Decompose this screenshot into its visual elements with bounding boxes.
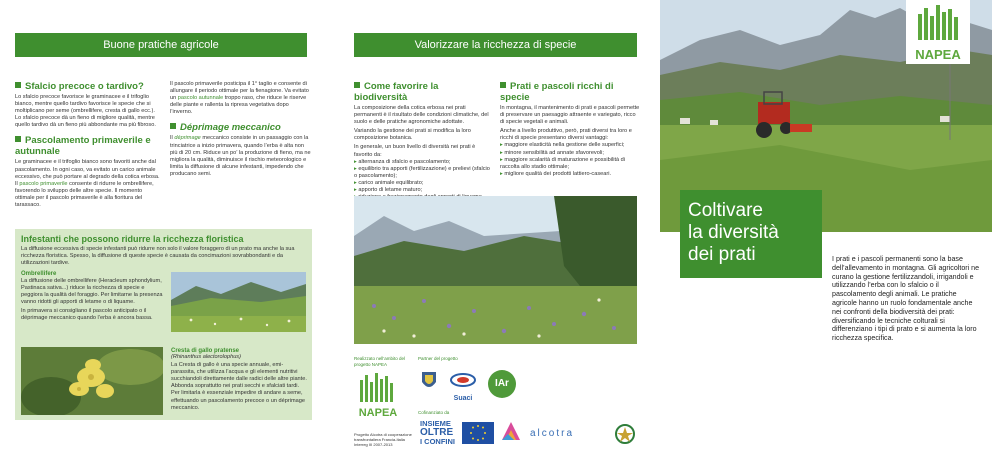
napea-logo-small: [356, 372, 400, 419]
heading-sfalcio: Sfalcio precoce o tardivo?: [15, 81, 161, 92]
text-sfalcio: Lo sfalcio precoce favorisce le graminacee e il trifoglio bianco, mentre quello tardivo favorisce le specie che si moltiplicano per seme (ombrellifere, cresta di gallo ecc.). Lo sfalcio precoce dà un fieno di migliore qualità, mentre quello tardivo dà un fieno più abbondante ma più fibroso.: [15, 94, 156, 129]
heading-pascolamento: Pascolamento primaverile e autunnale: [15, 135, 151, 158]
text-biodiv-1: La composizione della cotica erbosa nei prati permanenti è il risultato delle condizioni climatiche, del suolo e delle pratiche agronomiche adottate.: [354, 105, 489, 126]
box-ombrellifere: [21, 271, 163, 323]
list-biodiversita: [354, 159, 492, 202]
list-item: ▸ carico animale equilibrato;: [354, 180, 492, 187]
napea-wordmark: NAPEA: [358, 407, 398, 419]
section-banner: Buone pratiche agricole: [15, 33, 307, 57]
list-item: ▸ maggiore elasticità nella gestione delle superfici;: [500, 142, 640, 149]
box-intro: La diffusione eccessiva di specie infestanti può ridurre non solo il valore foraggero di un prato ma anche la sua ricchezza floristica. Spesso, la diffusione di queste specie è causata da concimazioni sovrabbondanti e da utilizzazioni tardive.: [21, 246, 295, 267]
text-ombrellifere: La diffusione delle ombrellifere (Heracleum sphondylium, Pastinaca sativa...) riduce la ricchezza di specie e peggiora la qualità del foraggio. Per limitarne la presenza vanno ridotti gli apporti di letame o di liquame.: [21, 278, 163, 306]
cover-intro-text: I prati e i pascoli permanenti sono la base dell’allevamento in montagna. Gli agricoltori ne curano la gestione fertilizzandoli, irrigandoli e utilizzando l’erba con lo sfalcio o il pascolamento degli animali. Le pratiche agricole hanno un ruolo fondamentale anche nei confronti della biodiversità dei prati: diversificando le tecniche colturali si differenziano i tipi di prato e si aumenta la loro ricchezza specifica.: [832, 255, 980, 343]
box-cresta: [171, 348, 307, 412]
photo-meadow: [171, 272, 306, 332]
text-ombrellifere-2: In primavera si consigliano il pascolo anticipato o il déprimage meccanico quando l’erba è ancora bassa.: [21, 308, 153, 322]
credit-cofinanziato: Cofinanziato da: [418, 410, 450, 415]
progetto-text: Progetto Alcotra di cooperazione transfrontaliera Francia-Italia Interreg III 2007-2013: [354, 432, 412, 447]
text-biodiv-2: Variando la gestione dei prati si modifica la loro composizione botanica.: [354, 128, 471, 142]
list-item: ▸ apporto di letame maturo;: [354, 187, 492, 194]
credit-realizzato: Realizzato nell’ambito del progetto NAPEA: [354, 356, 406, 367]
panel-buone-pratiche: [0, 0, 330, 467]
suaci-logo: [448, 370, 478, 400]
title-line-1: Coltivare: [688, 200, 763, 221]
sci-cresta: (Rhinanthus alectorolophus): [171, 354, 241, 360]
alcotra-emblem: [500, 420, 522, 444]
napea-logo: [906, 0, 970, 64]
ins-line-2: OLTRE: [420, 427, 454, 438]
column-left: [15, 81, 161, 209]
suaci-wordmark: Suaci: [453, 395, 473, 402]
ins-line-3: I CONFINI: [420, 437, 455, 446]
column-left: [354, 81, 492, 201]
box-title: Infestanti che possono ridurre la ricchezza floristica: [21, 234, 244, 244]
section-banner: Valorizzare la ricchezza di specie: [354, 33, 637, 57]
iar-logo: IAr: [488, 370, 516, 398]
italy-emblem: [614, 422, 636, 446]
infestanti-box: [15, 229, 312, 420]
text-pascolo-primaverile: Il pascolo primaverile posticipa il 1° taglio e consente di allungare il periodo ottimale per la fienagione. Va evitato un pascolo autunnale troppo raso, che riduce le riserve delle piante e rallenta la ripresa vegetativa dopo l’inverno.: [170, 81, 309, 116]
heading-deprimage: Déprimage meccanico: [170, 122, 312, 133]
credit-partner: Partner del progetto: [418, 356, 458, 361]
list-vantaggi: [500, 142, 640, 177]
alcotra-wordmark: alcotra: [530, 428, 575, 439]
text-deprimage: Il déprimage meccanico consiste in un passaggio con la trinciatrice a inizio primavera, quando l’erba è alta non più di 20 cm. Riduce un po’ la produzione di fieno, ma ne migliora la qualità, diminuisce il rischio meteorologico e limita la diffusione di alcune infestanti, impedendo che producano semi.: [170, 135, 311, 177]
insieme-oltre-logo: [420, 420, 456, 446]
eu-flag-logo: [462, 422, 494, 444]
column-right: [170, 81, 312, 178]
ins-line-1: INSIEME: [420, 419, 451, 428]
list-item: ▸ minore sensibilità ad annate sfavorevoli;: [500, 150, 640, 157]
text-prati-1: In montagna, il mantenimento di prati e pascoli permette di preservare un paesaggio attraente e variegato, ricco di specie vegetali e animali.: [500, 105, 640, 126]
list-item: ▸ migliore qualità dei prodotti lattiero-caseari.: [500, 171, 640, 178]
heading-biodiversita: Come favorire la biodiversità: [354, 81, 439, 103]
title-line-2: la diversità: [688, 222, 779, 243]
cover-title: [680, 190, 822, 278]
text-prati-2: Anche a livello produttivo, però, prati diversi tra loro e ricchi di specie presentano diversi vantaggi:: [500, 128, 632, 142]
title-line-3: dei prati: [688, 244, 756, 265]
region-crest-logo: [420, 370, 438, 392]
panel-valorizzare: [330, 0, 660, 467]
photo-flower-meadow: [354, 196, 637, 344]
list-item: ▸ alternanza di sfalcio e pascolamento;: [354, 159, 492, 166]
text-biodiv-3: In generale, un buon livello di diversità nei prati è favorito da:: [354, 144, 476, 158]
sub-ombrellifere: Ombrellifere: [21, 271, 57, 277]
list-item: ▸ maggiore scalarità di maturazione e possibilità di raccolta allo stadio ottimale;: [500, 157, 640, 171]
text-pascolamento: Le graminacee e il trifoglio bianco sono favoriti anche dal pascolamento. In ogni caso, va evitato un carico animale eccessivo, che può portare al degrado della cotica erbosa. Il pascolo primaverile consente di ridurre le ombrellifere, favorendo lo sviluppo delle altre specie. Il momento ottimale per il pascolo primaverile è alla fioritura del tarassaco.: [15, 159, 160, 209]
photo-rhinanthus: [21, 347, 163, 415]
napea-wordmark: NAPEA: [915, 47, 961, 62]
sub-cresta: Cresta di gallo pratense: [171, 348, 240, 354]
text-cresta: La Cresta di gallo è una specie annuale, emi-parassita, che utilizza l’acqua e gli elementi nutritivi succhiandoli direttamente dalle radici delle altre piante. Abbonda soprattutto nei prati secchi e sfalciati tardi. Per limitarla è essenziale impedire di andare a seme, effettuando un pascolamento precoce o un déprimage meccanico.: [171, 362, 307, 411]
heading-prati-pascoli: Prati e pascoli ricchi di specie: [500, 81, 614, 103]
column-right: [500, 81, 640, 178]
list-item: ▸ equilibrio tra apporti (fertilizzazione) e prelievi (sfalcio o pascolamento);: [354, 166, 492, 180]
